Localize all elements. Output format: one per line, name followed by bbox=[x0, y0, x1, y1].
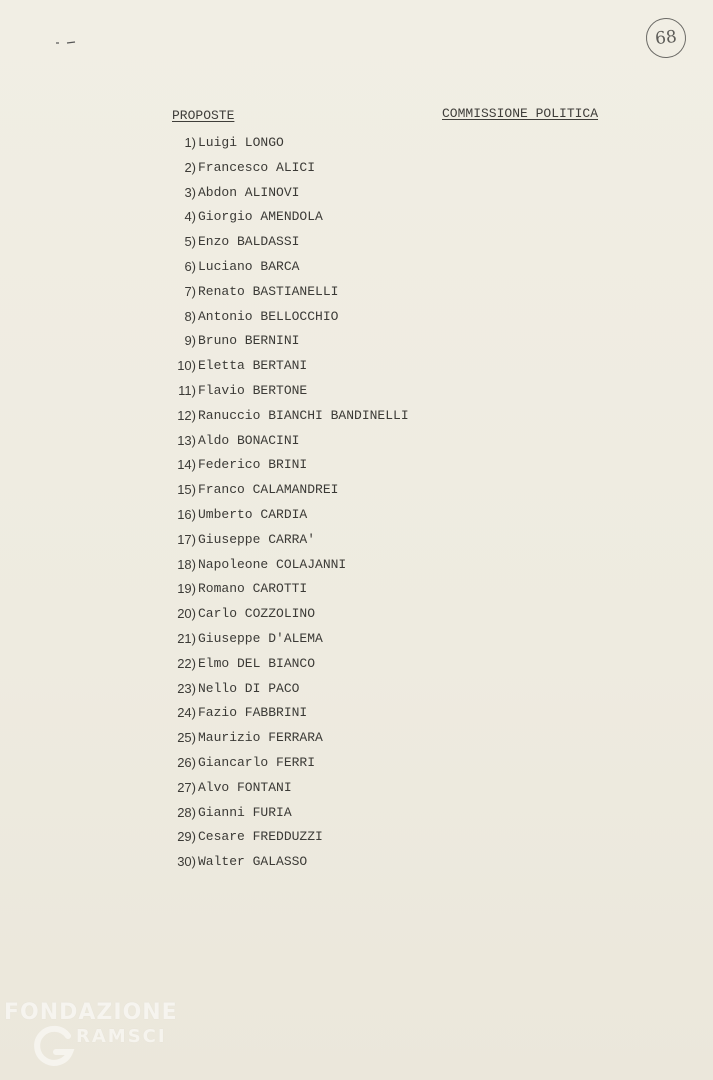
watermark-logo bbox=[4, 1000, 179, 1070]
list-item bbox=[160, 503, 409, 528]
list-item bbox=[160, 305, 409, 330]
list-item-name: Carlo COZZOLINO bbox=[198, 606, 316, 622]
list-item-name: Flavio BERTONE bbox=[198, 382, 308, 398]
list-item-number: 6) bbox=[184, 258, 196, 274]
list-item-name: Napoleone COLAJANNI bbox=[198, 556, 347, 572]
list-item-name: Giancarlo FERRI bbox=[198, 754, 316, 770]
list-item bbox=[160, 429, 409, 454]
list-item-name: Fazio FABBRINI bbox=[198, 705, 308, 721]
list-item bbox=[160, 751, 409, 776]
list-item bbox=[160, 726, 409, 751]
list-item-name: Gianni FURIA bbox=[198, 804, 292, 820]
list-item bbox=[160, 850, 409, 875]
list-item bbox=[160, 627, 409, 652]
list-item-number: 4) bbox=[184, 209, 196, 225]
list-item-number: 24) bbox=[177, 705, 196, 721]
list-item-number: 2) bbox=[184, 159, 196, 175]
list-item bbox=[160, 205, 409, 230]
list-item-name: Ranuccio BIANCHI BANDINELLI bbox=[198, 407, 409, 423]
list-item-name: Giorgio AMENDOLA bbox=[198, 209, 323, 225]
list-item-name: Elmo DEL BIANCO bbox=[198, 655, 316, 671]
list-item-number: 21) bbox=[177, 630, 196, 646]
list-item-name: Umberto CARDIA bbox=[198, 506, 308, 522]
list-item bbox=[160, 181, 409, 206]
list-item-name: Cesare FREDDUZZI bbox=[198, 829, 323, 845]
list-item-name: Renato BASTIANELLI bbox=[198, 283, 339, 299]
list-item-name: Federico BRINI bbox=[198, 457, 308, 473]
list-item-number: 9) bbox=[184, 333, 196, 349]
list-item-number: 30) bbox=[177, 854, 196, 870]
list-item-name: Giuseppe D'ALEMA bbox=[198, 630, 323, 646]
list-item-name: Francesco ALICI bbox=[198, 159, 316, 175]
list-item bbox=[160, 354, 409, 379]
list-item bbox=[160, 677, 409, 702]
list-item-number: 10) bbox=[177, 358, 196, 374]
list-item-number: 3) bbox=[184, 184, 196, 200]
watermark-line1: FONDAZIONE bbox=[4, 1000, 178, 1025]
list-item bbox=[160, 602, 409, 627]
list-item-number: 18) bbox=[177, 556, 196, 572]
pen-mark-icon bbox=[55, 38, 79, 46]
list-item bbox=[160, 701, 409, 726]
list-item bbox=[160, 801, 409, 826]
list-item-number: 13) bbox=[177, 432, 196, 448]
list-item-name: Abdon ALINOVI bbox=[198, 184, 300, 200]
list-item-number: 16) bbox=[177, 506, 196, 522]
list-item-number: 28) bbox=[177, 804, 196, 820]
list-item-number: 25) bbox=[177, 730, 196, 746]
list-item-name: Romano CAROTTI bbox=[198, 581, 308, 597]
list-item bbox=[160, 329, 409, 354]
list-item-number: 8) bbox=[184, 308, 196, 324]
list-item bbox=[160, 131, 409, 156]
list-item-name: Bruno BERNINI bbox=[198, 333, 300, 349]
folio-number bbox=[644, 16, 688, 60]
list-item-number: 1) bbox=[184, 135, 196, 150]
list-item-name: Walter GALASSO bbox=[198, 854, 308, 870]
list-item bbox=[160, 776, 409, 801]
list-item bbox=[160, 478, 409, 503]
list-item-name: Nello DI PACO bbox=[198, 680, 300, 696]
list-item bbox=[160, 453, 409, 478]
list-item bbox=[160, 156, 409, 181]
list-item bbox=[160, 825, 409, 850]
list-item-number: 11) bbox=[178, 382, 196, 398]
folio-number-text: 68 bbox=[654, 26, 678, 50]
list-item-name: Luigi LONGO bbox=[198, 135, 284, 150]
list-item-number: 27) bbox=[177, 779, 196, 795]
list-item-number: 20) bbox=[177, 606, 196, 622]
names-list bbox=[160, 131, 409, 875]
list-item bbox=[160, 379, 409, 404]
list-item-name: Aldo BONACINI bbox=[198, 432, 300, 448]
list-item-name: Giuseppe CARRA' bbox=[198, 531, 316, 547]
list-item-name: Franco CALAMANDREI bbox=[198, 482, 339, 498]
header-commissione: COMMISSIONE POLITICA bbox=[442, 106, 599, 121]
watermark-g-icon bbox=[30, 1022, 76, 1068]
list-item-number: 7) bbox=[184, 283, 196, 299]
list-item bbox=[160, 652, 409, 677]
list-item bbox=[160, 528, 409, 553]
list-item bbox=[160, 280, 409, 305]
list-item-number: 23) bbox=[177, 680, 196, 696]
list-item bbox=[160, 255, 409, 280]
list-item-number: 5) bbox=[184, 234, 196, 250]
list-item-name: Eletta BERTANI bbox=[198, 358, 308, 374]
list-item-name: Luciano BARCA bbox=[198, 258, 300, 274]
list-item bbox=[160, 404, 409, 429]
list-item-number: 19) bbox=[177, 581, 196, 597]
header-proposte: PROPOSTE bbox=[172, 108, 235, 123]
list-item-number: 17) bbox=[177, 531, 196, 547]
list-item bbox=[160, 553, 409, 578]
list-item-name: Maurizio FERRARA bbox=[198, 730, 323, 746]
list-item-number: 15) bbox=[177, 482, 196, 498]
list-item-name: Enzo BALDASSI bbox=[198, 234, 300, 250]
list-item-number: 22) bbox=[177, 655, 196, 671]
list-item-number: 12) bbox=[177, 407, 196, 423]
list-item-number: 14) bbox=[177, 457, 196, 473]
list-item-number: 29) bbox=[177, 829, 196, 845]
list-item-name: Antonio BELLOCCHIO bbox=[198, 308, 339, 324]
list-item-name: Alvo FONTANI bbox=[198, 779, 292, 795]
list-item bbox=[160, 230, 409, 255]
watermark-line2: RAMSCI bbox=[76, 1026, 167, 1047]
list-item bbox=[160, 577, 409, 602]
list-item-number: 26) bbox=[177, 754, 196, 770]
